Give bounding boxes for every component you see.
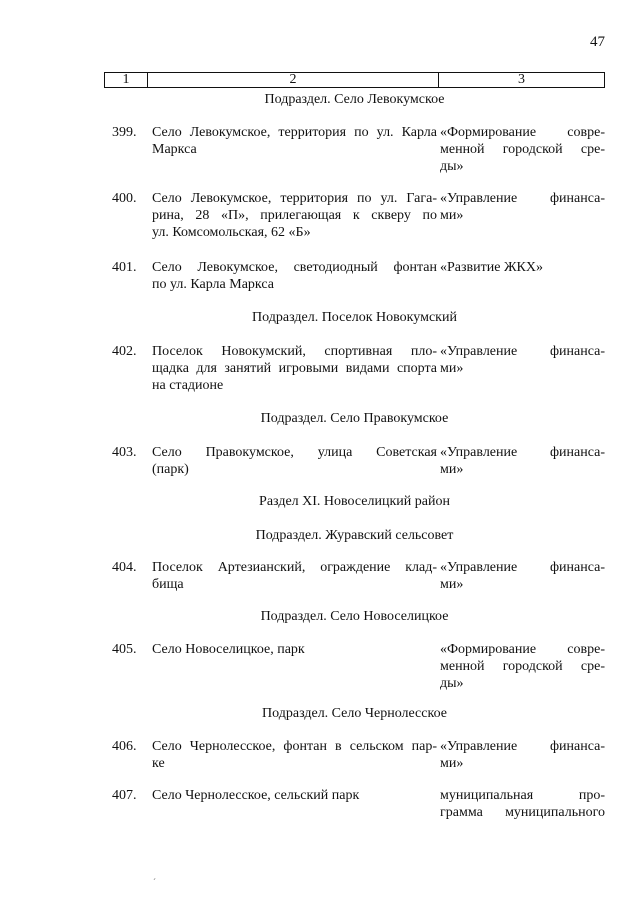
description-line: Село Правокумское, улица Советская xyxy=(152,445,437,460)
entry-program xyxy=(440,738,605,772)
header-col-1: 1 xyxy=(105,73,148,88)
subsection-heading: Подраздел. Поселок Новокумский xyxy=(252,310,457,325)
program-line: ды» xyxy=(440,676,464,691)
entry-program xyxy=(440,559,605,593)
description-line: Поселок Артезианский, ограждение клад- xyxy=(152,560,437,575)
entry-description xyxy=(152,787,437,804)
program-line: муниципальная про- xyxy=(440,788,605,803)
entry-program xyxy=(440,444,605,478)
description-line: Поселок Новокумский, спортивная пло- xyxy=(152,344,437,359)
entry-number: 402. xyxy=(112,344,137,359)
section-heading: Раздел XI. Новоселицкий район xyxy=(259,494,450,509)
entry-program xyxy=(440,787,605,821)
entry-number: 404. xyxy=(112,560,137,575)
entry-number: 403. xyxy=(112,445,137,460)
program-line: «Формирование совре- xyxy=(440,125,605,140)
description-line: рина, 28 «П», прилегающая к скверу по xyxy=(152,208,437,223)
description-line: Село Левокумское, территория по ул. Гага- xyxy=(152,191,437,206)
page-number: 47 xyxy=(590,34,605,50)
scan-mark: ˊ xyxy=(153,877,156,887)
entry-description xyxy=(152,641,437,658)
program-line: «Управление финанса- xyxy=(440,344,605,359)
description-line: Маркса xyxy=(152,142,197,157)
table-header xyxy=(104,72,605,88)
program-line: ми» xyxy=(440,361,464,376)
entry-number: 401. xyxy=(112,260,137,275)
program-line: менной городской сре- xyxy=(440,659,605,674)
entry-description xyxy=(152,738,437,772)
program-line: «Управление финанса- xyxy=(440,739,605,754)
entry-program xyxy=(440,190,605,224)
description-line: ке xyxy=(152,756,165,771)
description-line: Село Левокумское, территория по ул. Карла xyxy=(152,125,437,140)
entry-description xyxy=(152,444,437,478)
description-line: Село Новоселицкое, парк xyxy=(152,642,305,657)
program-line: «Формирование совре- xyxy=(440,642,605,657)
program-line: «Развитие ЖКХ» xyxy=(440,260,543,275)
description-line: по ул. Карла Маркса xyxy=(152,277,274,292)
program-line: ми» xyxy=(440,756,464,771)
header-col-3: 3 xyxy=(439,73,605,88)
entry-description xyxy=(152,343,437,394)
subsection-heading: Подраздел. Село Чернолесское xyxy=(262,706,447,721)
program-line: «Управление финанса- xyxy=(440,191,605,206)
description-line: на стадионе xyxy=(152,378,224,393)
description-line: Село Чернолесское, фонтан в сельском пар- xyxy=(152,739,437,754)
description-line: щадка для занятий игровыми видами спорта xyxy=(152,361,437,376)
subsection-heading: Подраздел. Журавский сельсовет xyxy=(255,528,454,543)
entry-program xyxy=(440,259,605,276)
entry-number: 399. xyxy=(112,125,137,140)
entry-number: 400. xyxy=(112,191,137,206)
program-line: ды» xyxy=(440,159,464,174)
description-line: ул. Комсомольская, 62 «Б» xyxy=(152,225,311,240)
program-line: «Управление финанса- xyxy=(440,445,605,460)
description-line: бища xyxy=(152,577,184,592)
entry-program xyxy=(440,343,605,377)
program-line: ми» xyxy=(440,577,464,592)
entry-number: 406. xyxy=(112,739,137,754)
program-line: «Управление финанса- xyxy=(440,560,605,575)
entry-program xyxy=(440,641,605,692)
description-line: (парк) xyxy=(152,462,189,477)
entry-description xyxy=(152,259,437,293)
entry-description xyxy=(152,124,437,158)
program-line: грамма муниципального xyxy=(440,805,605,820)
description-line: Село Чернолесское, сельский парк xyxy=(152,788,360,803)
subsection-heading: Подраздел. Село Левокумское xyxy=(264,92,445,107)
header-col-2: 2 xyxy=(148,73,439,88)
entry-number: 405. xyxy=(112,642,137,657)
entry-program xyxy=(440,124,605,175)
subsection-heading: Подраздел. Село Новоселицкое xyxy=(260,609,449,624)
entry-description xyxy=(152,559,437,593)
description-line: Село Левокумское, светодиодный фонтан xyxy=(152,260,437,275)
subsection-heading: Подраздел. Село Правокумское xyxy=(260,411,449,426)
program-line: ми» xyxy=(440,208,464,223)
program-line: ми» xyxy=(440,462,464,477)
entry-number: 407. xyxy=(112,788,137,803)
program-line: менной городской сре- xyxy=(440,142,605,157)
entry-description xyxy=(152,190,437,241)
